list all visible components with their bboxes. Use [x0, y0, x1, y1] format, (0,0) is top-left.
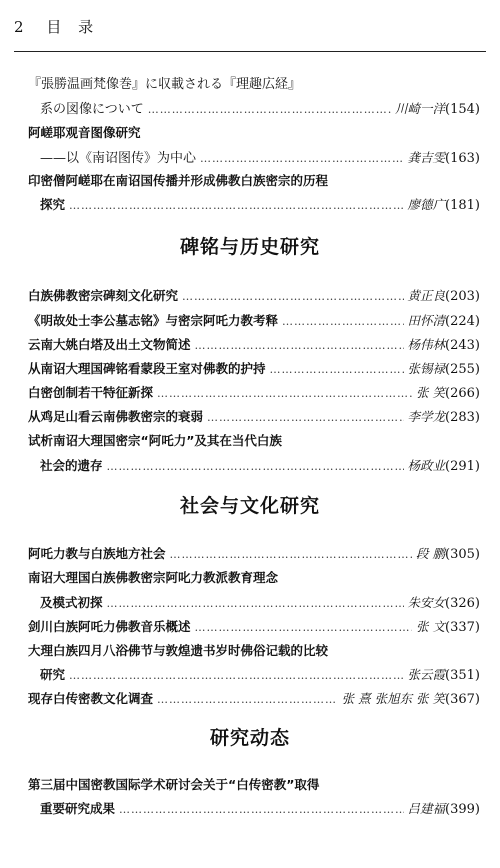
dot-leader [182, 290, 404, 303]
entry-page: (351) [445, 668, 480, 683]
entry-page: (203) [445, 289, 480, 304]
toc-entry[interactable] [28, 359, 480, 377]
entry-page: (224) [445, 314, 480, 329]
entry-page: (291) [445, 459, 480, 474]
toc-entry[interactable] [28, 286, 480, 304]
toc-entry[interactable] [40, 195, 480, 213]
toc-entry[interactable] [28, 335, 480, 353]
toc-entry[interactable] [40, 98, 480, 117]
entry-title: 阿吒力教与白族地方社会 [28, 546, 166, 561]
entry-title: 研究 [40, 667, 66, 682]
dot-leader [207, 411, 404, 424]
entry-title: 从鸡足山看云南佛教密宗的衰弱 [28, 409, 204, 424]
entry-page: (399) [445, 802, 480, 817]
toc-entry[interactable] [40, 456, 480, 474]
entry-title: 重要研究成果 [40, 801, 116, 816]
toc-entry[interactable] [40, 665, 480, 683]
toc-entry[interactable] [40, 147, 480, 166]
entry-title: 印密僧阿嵯耶在南诏国传播并形成佛教白族密宗的历程 [28, 173, 329, 188]
entry-author: 段 鹏 [416, 546, 446, 561]
entry-page: (163) [445, 151, 480, 166]
entry-title: 《明故处士李公墓志铭》与密宗阿吒力教考释 [28, 313, 279, 328]
entry-page: (283) [445, 410, 480, 425]
entry-title: 系の図像について [40, 102, 144, 117]
entry-author: 李学龙 [407, 409, 446, 424]
section-heading: 社会与文化研究 [179, 495, 320, 517]
toc-entry-line[interactable] [28, 641, 480, 659]
section-heading: 研究动态 [209, 727, 290, 749]
entry-page: (181) [445, 198, 480, 213]
dot-leader [270, 363, 404, 376]
dot-leader [200, 152, 404, 165]
entry-title: 白族佛教密宗碑刻文化研究 [28, 288, 179, 303]
toc-entry-line[interactable] [28, 775, 480, 793]
toc-entry[interactable] [28, 617, 480, 635]
toc-entry[interactable] [28, 383, 480, 401]
dot-leader [107, 597, 404, 610]
dot-leader [69, 199, 404, 212]
entry-author: 黄正良 [407, 288, 446, 303]
toc-entry-line[interactable] [28, 171, 480, 189]
entry-title: 第三届中国密教国际学术研讨会关于“白传密教”取得 [28, 777, 320, 792]
toc-entry-line[interactable] [28, 73, 480, 92]
toc-entry[interactable] [28, 689, 480, 707]
entry-title: 大理白族四月八浴佛节与敦煌遗书岁时佛俗记载的比较 [28, 643, 329, 658]
entry-author: 张 熹 张旭东 张 笑 [341, 691, 446, 706]
dot-leader [107, 460, 404, 473]
entry-author: 张 文 [416, 619, 446, 634]
toc-entry[interactable] [40, 799, 480, 817]
entry-title: 云南大姚白塔及出土文物简述 [28, 337, 191, 352]
toc-entry-line[interactable] [28, 123, 480, 141]
entry-page: (326) [445, 596, 480, 611]
dot-leader [148, 103, 391, 116]
dot-leader [282, 315, 404, 328]
entry-title: 从南诏大理国碑铭看蒙段王室对佛教的护持 [28, 361, 266, 376]
entry-title: 社会的遗存 [40, 458, 103, 473]
toc-entry-line[interactable] [28, 431, 480, 449]
entry-title: 白密创制若干特征新探 [28, 385, 154, 400]
entry-author: 廖德广 [407, 197, 446, 212]
toc-entry[interactable] [40, 593, 480, 611]
entry-title: 『張勝温画梵像巻』に収載される『理趣広経』 [28, 77, 302, 92]
entry-author: 张 笑 [416, 385, 446, 400]
dot-leader [170, 548, 413, 561]
toc-entry[interactable] [28, 311, 480, 329]
entry-title: 阿嵯耶观音图像研究 [28, 125, 141, 140]
entry-subtitle: ——以《南诏图传》为中心 [40, 151, 197, 166]
entry-author: 龚吉雯 [407, 150, 446, 165]
entry-page: (255) [445, 362, 480, 377]
entry-author: 朱安女 [407, 595, 446, 610]
entry-author: 川崎一洋 [395, 101, 446, 116]
entry-page: (266) [445, 386, 480, 401]
entry-title: 现存白传密教文化调查 [28, 691, 154, 706]
entry-title: 探究 [40, 197, 66, 212]
entry-author: 杨伟林 [407, 337, 446, 352]
entry-page: (154) [445, 102, 480, 117]
page-number: 2 [14, 18, 24, 36]
dot-leader [157, 693, 338, 706]
entry-page: (337) [445, 620, 480, 635]
toc-entry-line[interactable] [28, 568, 480, 586]
entry-title: 剑川白族阿吒力佛教音乐概述 [28, 619, 191, 634]
entry-page: (305) [445, 547, 480, 562]
dot-leader [69, 669, 404, 682]
entry-author: 田怀清 [407, 313, 446, 328]
entry-page: (367) [445, 692, 480, 707]
entry-author: 张锡禄 [407, 361, 446, 376]
entry-author: 杨政业 [407, 458, 446, 473]
entry-title: 南诏大理国白族佛教密宗阿叱力教派教育理念 [28, 570, 279, 585]
entry-title: 试析南诏大理国密宗“阿吒力”及其在当代白族 [28, 433, 282, 448]
dot-leader [195, 339, 404, 352]
toc-entry[interactable] [28, 407, 480, 425]
entry-author: 张云霞 [407, 667, 446, 682]
entry-author: 吕建福 [407, 801, 446, 816]
dot-leader [195, 621, 413, 634]
running-title: 目 录 [46, 18, 100, 36]
dot-leader [119, 803, 404, 816]
entry-page: (243) [445, 338, 480, 353]
toc-entry[interactable] [28, 544, 480, 562]
section-heading: 碑铭与历史研究 [179, 236, 320, 258]
entry-title: 及模式初探 [40, 595, 103, 610]
dot-leader [157, 387, 412, 400]
